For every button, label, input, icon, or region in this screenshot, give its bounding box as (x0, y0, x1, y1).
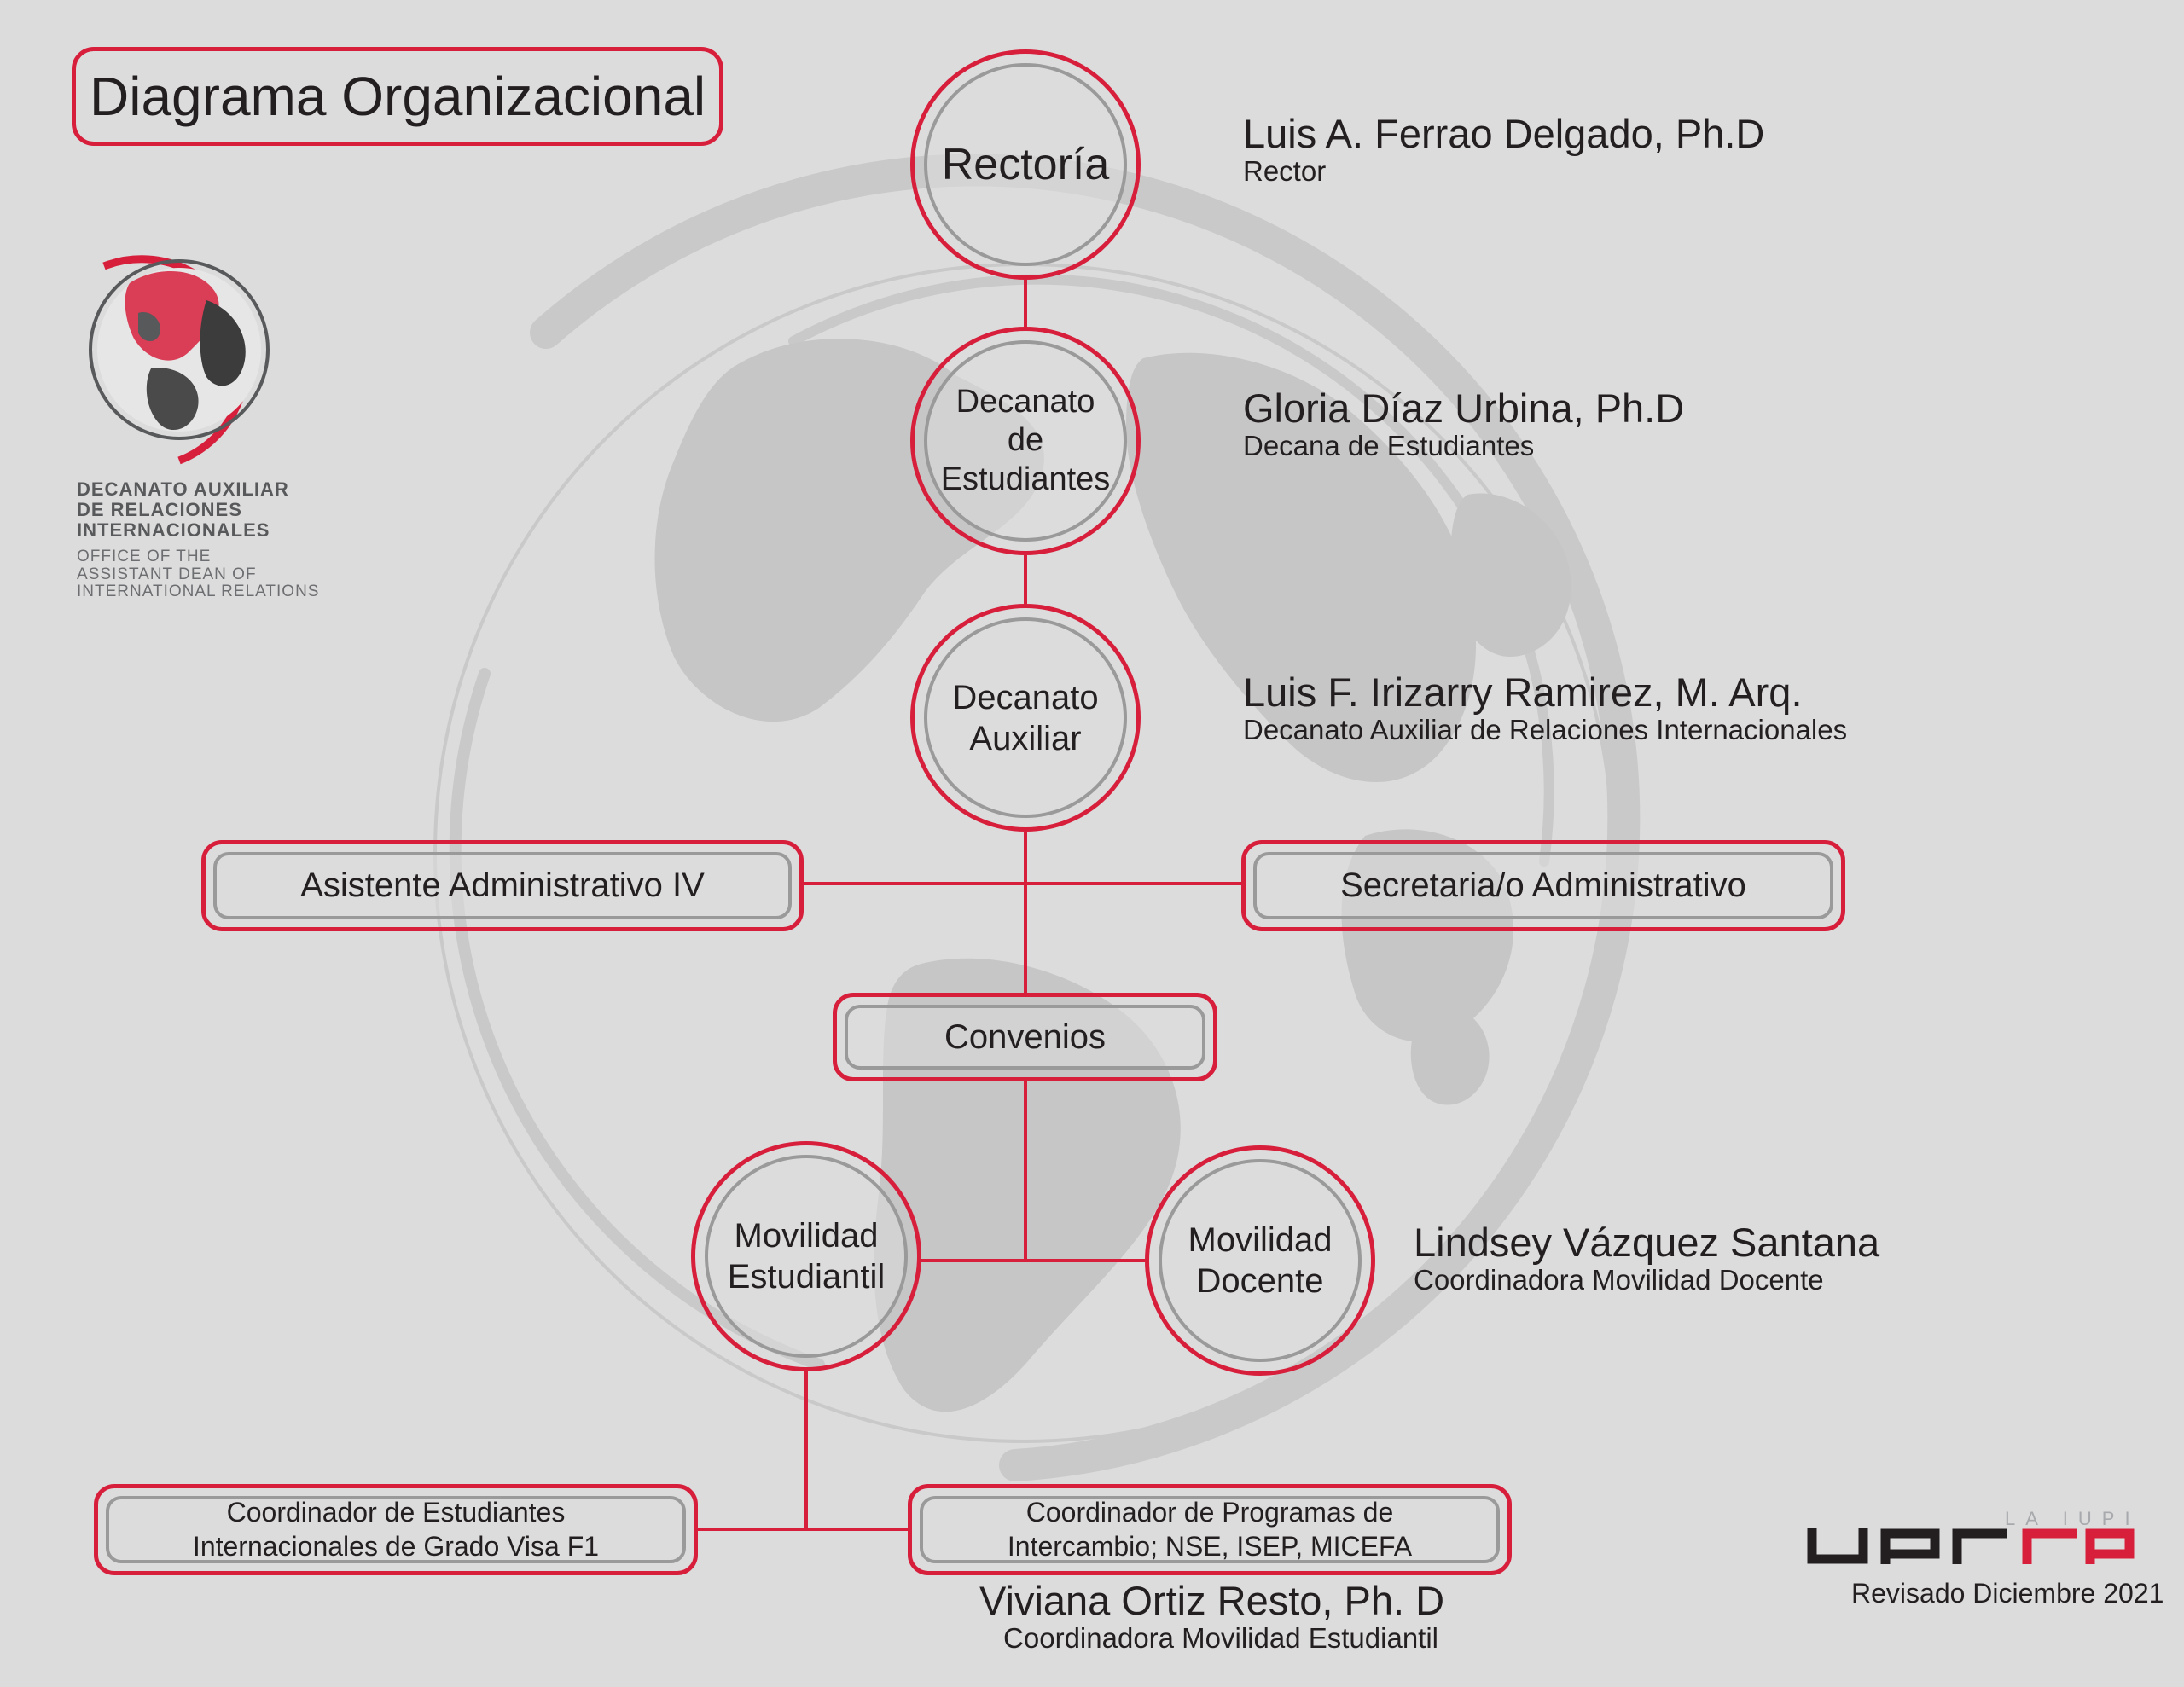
node-coord-estudiantes-label: Coordinador de Estudiantes Internacionales de Grado Visa F1 (106, 1496, 686, 1563)
node-convenios (833, 993, 1217, 1081)
person-rector-role: Rector (1243, 155, 1327, 188)
office-logo-text (77, 479, 367, 601)
uprrp-tagline: LA IUPI (2005, 1508, 2140, 1529)
office-name-english: OFFICE OF THE ASSISTANT DEAN OF INTERNATIONAL RELATIONS (77, 548, 320, 601)
person-coord-estudiantil (979, 1578, 1445, 1655)
person-coord-estudiantil-role: Coordinadora Movilidad Estudiantil (1003, 1622, 1438, 1655)
node-decanato-estudiantes-label: Decanato de Estudiantes (924, 340, 1127, 542)
node-asistente-administrativo (201, 840, 804, 931)
person-decano-auxiliar-role: Decanato Auxiliar de Relaciones Internacionales (1243, 714, 1848, 746)
node-convenios-label: Convenios (845, 1005, 1205, 1070)
person-coord-docente (1414, 1221, 1879, 1297)
node-decanato-estudiantes (910, 327, 1141, 555)
globe-logo-icon (78, 232, 297, 471)
node-asistente-label: Asistente Administrativo IV (213, 852, 792, 919)
node-coordinador-estudiantes-internacionales (94, 1484, 698, 1575)
node-decanato-auxiliar-label: Decanato Auxiliar (924, 617, 1127, 818)
person-rector (1243, 113, 1764, 188)
person-decano-auxiliar (1243, 671, 1847, 747)
person-decana-role: Decana de Estudiantes (1243, 430, 1535, 462)
person-decano-auxiliar-name: Luis F. Irizarry Ramirez, M. Arq. (1243, 670, 1803, 715)
person-decana-name: Gloria Díaz Urbina, Ph.D (1243, 386, 1685, 431)
person-rector-name: Luis A. Ferrao Delgado, Ph.D (1243, 111, 1765, 156)
node-secretaria-administrativo (1241, 840, 1845, 931)
office-name-spanish: DECANATO AUXILIAR DE RELACIONES INTERNACIONALES (77, 478, 289, 541)
node-movilidad-docente (1145, 1145, 1375, 1376)
node-coord-programas-label: Coordinador de Programas de Intercambio; NSE, ISEP, MICEFA (920, 1496, 1500, 1563)
node-movilidad-docente-label: Movilidad Docente (1159, 1159, 1362, 1362)
person-coord-docente-name: Lindsey Vázquez Santana (1414, 1220, 1880, 1265)
node-decanato-auxiliar (910, 604, 1141, 832)
node-rectoria (910, 49, 1141, 280)
uprrp-logo (1807, 1528, 2135, 1564)
revision-date: Revisado Diciembre 2021 (1851, 1578, 2164, 1609)
node-secretaria-label: Secretaria/o Administrativo (1253, 852, 1833, 919)
person-decana (1243, 387, 1684, 463)
node-movilidad-estudiantil-label: Movilidad Estudiantil (705, 1155, 908, 1358)
person-coord-docente-role: Coordinadora Movilidad Docente (1414, 1264, 1824, 1296)
node-movilidad-estudiantil (691, 1141, 921, 1371)
person-coord-estudiantil-name: Viviana Ortiz Resto, Ph. D (979, 1578, 1445, 1623)
node-rectoria-label: Rectoría (924, 63, 1127, 266)
page-title: Diagrama Organizacional (72, 47, 723, 146)
node-coordinador-programas-intercambio (908, 1484, 1512, 1575)
